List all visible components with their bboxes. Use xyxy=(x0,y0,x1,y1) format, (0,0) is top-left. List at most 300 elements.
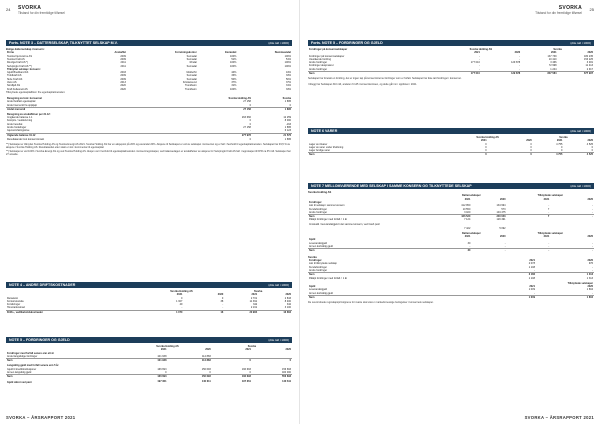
table-cell: Inngående balanse 1.1 xyxy=(7,116,33,120)
note5-header xyxy=(6,337,292,343)
table-cell: - xyxy=(592,204,593,208)
col-header: Svorka xyxy=(282,97,291,101)
table-cell: Trondheim xyxy=(184,84,197,88)
table-cell: - xyxy=(479,64,480,68)
table-cell: 33% xyxy=(285,74,291,78)
col-header: Beregning av bok i konsernet xyxy=(7,97,43,101)
table-cell: Gjennomføringslove xyxy=(7,129,30,133)
col-header: 2021 xyxy=(160,348,167,352)
col-header: 2021 xyxy=(556,139,563,143)
table-cell: 2011 xyxy=(120,61,126,65)
table-cell: 2 701 xyxy=(250,296,258,300)
table-cell: Lån til tilknyttede selskap xyxy=(309,262,337,266)
table-cell: 114 883 xyxy=(201,354,211,358)
table-cell: Vann AS xyxy=(7,81,17,85)
table-cell: 16 xyxy=(183,310,224,314)
table-cell: - xyxy=(504,245,506,249)
table-cell: Molde/Nr xyxy=(186,71,197,75)
inventory-table xyxy=(308,136,594,157)
table-cell: 156 693 xyxy=(167,375,211,379)
table-cell: 2003 xyxy=(120,71,126,75)
note3-note: Tilknyttede egenkapitalflow i fire egenkapitalmetoden: xyxy=(6,90,66,94)
table-cell: 2 161 xyxy=(250,306,258,310)
table-cell: 0 xyxy=(488,153,533,157)
table-cell: 3 020 xyxy=(464,210,471,214)
table-cell: 27 158 xyxy=(243,126,251,130)
note5-body xyxy=(6,345,292,384)
table-cell: Rindal xyxy=(189,61,197,65)
table-cell: 342 xyxy=(286,303,291,307)
table-cell: - xyxy=(479,54,480,58)
table-cell: 976 xyxy=(588,262,593,266)
table-cell: Påløpt fordringer med forfall < 1 år xyxy=(309,218,348,222)
table-cell: 0 xyxy=(591,149,593,153)
col-header: 2020 xyxy=(205,348,211,352)
table-cell: 51% xyxy=(285,58,291,61)
note4-header xyxy=(6,282,292,288)
brand-logo-text: SVORKA xyxy=(18,5,42,11)
page-number: 25 xyxy=(589,7,594,12)
table-cell: 0 xyxy=(249,119,251,123)
table-cell: - xyxy=(469,245,471,249)
table-cell: 27 158 xyxy=(243,100,251,104)
table-cell: Andel merverdi fra oppkjøp xyxy=(7,103,38,107)
table-cell: 426 520 xyxy=(436,215,471,219)
col-header: Datterselskaper xyxy=(461,194,481,198)
note6-header xyxy=(308,128,594,134)
table-cell: 0 xyxy=(209,371,211,375)
col-header: 2021 xyxy=(176,293,183,297)
table-cell: 8 400 xyxy=(284,299,291,303)
table-cell: 10 410 xyxy=(548,57,557,61)
table-cell: - xyxy=(471,249,506,253)
table-cell: 16 684 xyxy=(258,310,292,314)
table-cell: - xyxy=(479,67,480,71)
table-row xyxy=(6,379,292,384)
table-cell: 197 361 xyxy=(157,379,167,383)
table-cell: 2009 xyxy=(120,77,126,81)
table-cell: Kraft Fellesnett AS xyxy=(7,87,28,91)
col-header: 2020 xyxy=(587,139,593,143)
table-cell: - xyxy=(534,268,535,272)
table-cell: 140 611 xyxy=(282,379,291,383)
note5b-unit: (Alle tall i 1000) xyxy=(570,41,591,45)
table-cell: 277 978 xyxy=(157,133,252,137)
table-cell: 38 xyxy=(220,299,224,303)
table-cell: Andre fordringer xyxy=(309,268,328,272)
col-header: 2021 xyxy=(245,348,251,352)
brand-logo-text: SVORKA xyxy=(558,5,582,11)
col-header: 2020 xyxy=(500,235,506,239)
col-header: 2020 xyxy=(217,293,224,297)
table-cell: 129 878 xyxy=(481,72,521,76)
group-receivables-table xyxy=(308,48,594,75)
table-cell: Lager ferdige varer xyxy=(309,149,331,153)
col-header: 2020 xyxy=(587,51,593,55)
col-header: Svorka xyxy=(247,345,257,348)
table-cell: 0 xyxy=(485,142,487,146)
col-header: 2021 xyxy=(543,235,550,239)
table-cell: Kundefordringer xyxy=(309,265,327,269)
table-cell: - xyxy=(519,54,521,58)
note5b-para2: I tillegg har Selskapet 310 mill, andelen 6 145 i konsernkontoen, og dette går inn i opplisten i 2021. xyxy=(308,82,418,86)
table-cell: Sum xyxy=(308,273,478,277)
col-header: Svorka xyxy=(559,136,568,139)
table-cell: 0 xyxy=(289,103,291,107)
footer-text: SVORKA – ÅRSRAPPORT 2021 xyxy=(524,415,594,420)
note7-body xyxy=(308,191,594,305)
table-cell: Honorarkostnad xyxy=(7,306,25,310)
table-cell: 166 693 xyxy=(123,375,167,379)
col-header: 2020 xyxy=(587,197,593,201)
table-cell: - xyxy=(519,67,521,71)
table-cell: 129 491 xyxy=(496,218,506,222)
table-cell: Sum xyxy=(6,359,123,363)
table-cell: 37% xyxy=(231,81,237,85)
table-cell: 2 843 xyxy=(284,296,291,300)
table-cell: - xyxy=(479,57,480,61)
table-cell: 44% xyxy=(285,71,291,75)
note7-unit: (Alle tall i 1000) xyxy=(570,184,591,188)
table-cell: 0 xyxy=(249,103,251,107)
table-cell: - xyxy=(504,241,506,245)
table-cell: 1 804 xyxy=(536,296,594,300)
table-cell: Sum xyxy=(308,72,441,76)
table-cell: - xyxy=(507,249,551,253)
note5-title: NOTE 5 – FORDRINGER OG GJELD xyxy=(9,338,70,342)
associate-table xyxy=(308,259,594,299)
table-cell: Annen langsiktig gjeld xyxy=(7,371,32,375)
table-cell: Drifts-, vedlikeholdskostnader xyxy=(6,310,139,314)
note3-title: Forts. NOTE 3 – DATTERSELSKAP, TILKNYTTET SELSKAP M.V. xyxy=(9,41,118,45)
table-cell: 2009 xyxy=(120,58,126,61)
note5b-header xyxy=(308,40,594,46)
col-header: Stemmeandel xyxy=(274,51,291,55)
table-cell: 177 010 xyxy=(470,61,480,65)
table-cell: Trondheim xyxy=(184,87,197,91)
table-cell: 0 xyxy=(485,149,487,153)
table-cell: 1 804 xyxy=(586,288,593,292)
company-name: Svorka Holding AS xyxy=(308,191,332,194)
col-header: Gjeld xyxy=(309,285,316,289)
note5b-para1: Selskapet har foretatt en fordring, det er ingen tap på konserninterne fordringer som er forfalt. Selskapet har ikke tatt fordringer i konsernet. xyxy=(308,77,462,81)
table-cell: 51% xyxy=(231,58,237,61)
col-header: Svorka xyxy=(253,290,263,293)
table-cell: Annen kortsiktig gjeld xyxy=(309,245,333,249)
col-header: Firma xyxy=(7,51,14,55)
col-header: 2020 xyxy=(587,285,593,289)
col-header: 2021 xyxy=(481,139,487,143)
page-number: 24 xyxy=(6,7,11,12)
table-cell: - xyxy=(250,129,251,133)
col-header: Tilknyttede selskaper xyxy=(567,281,593,285)
table-row xyxy=(6,137,292,142)
note5b-body xyxy=(308,48,594,86)
table-subheading: Beregning av anskaffelser per 31.12: xyxy=(7,112,51,116)
table-subheading: Tilknyttet selskap i konsern: xyxy=(7,67,41,71)
note3-body xyxy=(6,48,292,157)
table-cell: - xyxy=(592,245,593,249)
table-cell: 1 895 xyxy=(284,100,291,104)
table-cell: 129 878 xyxy=(511,61,521,65)
table-cell: 44% xyxy=(231,71,237,75)
table-cell: 137 739 xyxy=(547,54,557,58)
table-cell: 342 xyxy=(252,303,258,307)
table-cell: Svorka Fjernvarme AS xyxy=(7,54,33,58)
table-cell: 0 xyxy=(530,145,532,149)
note5-unit: (Alle tall i 1000) xyxy=(268,338,289,342)
table-cell: Leverandørgjeld xyxy=(309,288,328,292)
table-cell: 0 xyxy=(591,145,593,149)
table-cell: 11 391 xyxy=(249,299,258,303)
table-cell: 5 092 xyxy=(499,226,506,230)
table-cell: 573 xyxy=(501,207,506,211)
brand-subtitle: Tilstand for din fremtidige tilførsel xyxy=(18,11,65,15)
table-cell: 153 225 xyxy=(583,57,593,61)
table-cell: Kristiansund xyxy=(182,81,197,85)
table-row xyxy=(308,249,594,253)
note4-title: NOTE 4 – ANDRE DRIFTSKOSTNADER xyxy=(9,283,76,287)
table-cell: Nordfjell AS xyxy=(7,84,21,88)
table-cell: 2020 xyxy=(120,84,126,88)
table-cell: 1 244 xyxy=(550,67,557,71)
table-cell: 10 550 xyxy=(462,207,471,211)
col-header: 2021 xyxy=(464,197,471,201)
table-cell: - xyxy=(592,265,593,269)
col-header: 2021 xyxy=(474,51,480,55)
table-cell: Surnadal xyxy=(186,77,197,81)
table-cell: Kontorrekvisita xyxy=(7,299,24,303)
table-cell: 847 584 xyxy=(521,72,557,76)
table-cell: 156 693 xyxy=(201,367,211,371)
table-cell: Kundefordringer xyxy=(309,207,327,211)
table-cell: Andel resultat xyxy=(7,122,23,126)
table-cell: Andre fordringer xyxy=(309,61,328,65)
table-cell: Svorka Kraft AS xyxy=(7,58,25,61)
table-cell: Utestående fordring xyxy=(309,57,331,61)
table-cell: 0 xyxy=(530,142,532,146)
table-cell: 50% xyxy=(231,77,237,81)
col-header: Svorka Holding AS xyxy=(228,97,251,101)
table-cell: 134 994 xyxy=(496,204,506,208)
table-cell: 31% xyxy=(231,84,237,88)
table-subheading: Fordringer xyxy=(309,201,322,204)
table-cell: Sum xyxy=(308,153,442,157)
table-cell: 1 895 xyxy=(284,137,291,141)
table-cell: Påløpt fordringer med forfall < 1 år xyxy=(309,276,348,280)
table-cell: Andre fordringer xyxy=(309,67,328,71)
note4-unit: (Alle tall i 1000) xyxy=(268,283,289,287)
table-cell: 0 xyxy=(249,122,251,126)
table-cell: - xyxy=(181,306,183,310)
table-cell: 1 307 xyxy=(176,299,183,303)
table-cell: 400 000 xyxy=(281,371,291,375)
table-cell: 100% xyxy=(284,54,291,58)
table-cell: 20 984 xyxy=(224,310,258,314)
col-header: 2021 xyxy=(543,197,550,201)
table-cell: 4 525 xyxy=(586,142,593,146)
col-header: Svorka xyxy=(553,48,562,51)
table-cell: -163 xyxy=(285,122,291,126)
table-cell: Selvpinglo Kraft AS **) xyxy=(7,64,32,68)
table-cell: 0 xyxy=(249,371,251,375)
table-subheading: Fordringer med forfall senere enn ett år xyxy=(7,351,54,355)
table-cell: Surnadal xyxy=(186,74,197,78)
table-cell: - xyxy=(548,204,550,208)
col-header: 2021 xyxy=(550,51,557,55)
table-cell: 263 666 xyxy=(241,116,251,120)
col-header: 2020 xyxy=(285,293,291,297)
table-cell: 156 693 xyxy=(281,367,291,371)
table-cell: - xyxy=(550,249,594,253)
col-header: 2021 xyxy=(464,235,471,239)
table-cell: 0 xyxy=(180,296,183,300)
table-cell: 2009 xyxy=(120,74,126,78)
table-cell: 2 078 xyxy=(528,262,535,266)
table-cell: 7 xyxy=(547,207,550,211)
note4-body xyxy=(6,290,292,314)
note3-unit: (Alle tall i 1000) xyxy=(268,41,289,45)
table-cell: Leverandørgjeld xyxy=(309,241,328,245)
table-cell: - xyxy=(548,245,550,249)
col-header: Tilknyttede selskaper xyxy=(537,231,563,235)
table-row xyxy=(308,153,594,157)
brand-subtitle: Tilstand for din fremtidige tilførsel xyxy=(535,11,582,15)
table-cell: - xyxy=(519,64,521,68)
table-cell: 0 xyxy=(530,149,532,153)
note3-para2: **) Selskapet er eid 100% i Svorka Energi AS og ved Svorka Holding AS. Aksjen var i henhold til egenkapitalmetoden i konsernregnskapet, ved balansedagen er anskaffelser av aksjene for Selvpinglo Kraft AS ført i regnskapet til KPR ca 35 mill. Selskapet har 27 ansatte. xyxy=(6,150,291,157)
table-cell: Sum xyxy=(308,249,436,253)
col-header: Eierandel xyxy=(225,51,237,55)
equity-table xyxy=(6,97,292,142)
table-cell: Surnadal xyxy=(186,64,197,68)
table-cell: - xyxy=(550,215,594,219)
table-cell: 100% xyxy=(284,64,291,68)
table-cell: Andre fordringer xyxy=(309,210,328,214)
table-cell: 100% xyxy=(229,64,237,68)
table-subheading: Langsiktig gjeld med forfall senere enn 5 år xyxy=(7,364,59,368)
table-cell: - xyxy=(548,241,550,245)
table-cell: 412 950 xyxy=(461,204,471,208)
note7-para2: De overordnede regnskapsprinsippene for svarte skal være i markedsmessige betingelser i konsernets selskaper. xyxy=(308,301,434,305)
table-cell: 1 108 xyxy=(528,276,535,280)
table-cell: - xyxy=(548,210,550,214)
table-cell: 197 361 xyxy=(241,379,251,383)
table-cell: Troldkraft AS xyxy=(7,74,22,78)
table-cell: 100% xyxy=(229,87,237,91)
col-header: Fordringer på konsernselskaper xyxy=(309,48,348,51)
table-cell: 100% xyxy=(284,61,291,65)
note6-unit: (Alle tall i 1000) xyxy=(570,129,591,133)
table-cell: 7 xyxy=(507,215,551,219)
table-cell: - xyxy=(222,303,224,307)
table-cell: 0 xyxy=(485,145,487,149)
table-cell: 100% xyxy=(229,54,237,58)
table-cell: - xyxy=(592,241,593,245)
table-cell: 11 413 xyxy=(585,64,593,68)
table-cell: - xyxy=(534,291,535,295)
table-cell: 12 259 xyxy=(283,116,291,120)
table-cell: 4 755 xyxy=(556,142,563,146)
table-cell: 677 997 xyxy=(558,72,594,76)
col-header: 2020 xyxy=(514,51,521,55)
table-cell: Utgående balanse 31.12 xyxy=(6,133,157,137)
table-cell: 1 108 xyxy=(528,265,535,269)
table-cell: Fordringer aksjonærer xyxy=(309,64,334,68)
table-cell: - xyxy=(222,306,224,310)
table-cell: 0 xyxy=(165,371,167,375)
col-header: Svorka Holding AS xyxy=(156,345,179,348)
note5b-title: Forts. NOTE 5 – FORDRINGER OG GJELD xyxy=(311,41,383,45)
table-cell: 1 009 xyxy=(528,288,535,292)
table-cell: 72 998 xyxy=(548,64,557,68)
note3-subtitle: Bolige datterselskap i konsern: xyxy=(6,48,45,51)
col-header: 2020 xyxy=(285,348,291,352)
table-cell: 3 466 xyxy=(550,61,557,65)
table-cell: 2013 xyxy=(120,81,126,85)
table-cell: Sum xyxy=(308,215,436,219)
col-header: 2020 xyxy=(500,197,506,201)
table-cell: 50% xyxy=(285,77,291,81)
note3-header xyxy=(6,40,292,46)
table-cell: 166 693 xyxy=(241,367,251,371)
table-cell: 0 xyxy=(252,359,292,363)
table-cell: 0 xyxy=(561,145,563,149)
table-cell: Andel merverdi xyxy=(6,108,157,112)
table-cell: 556 693 xyxy=(252,375,292,379)
col-header: Tilknyttede selskaper xyxy=(537,194,563,198)
footer-text: SVORKA – ÅRSRAPPORT 2021 xyxy=(6,415,76,420)
table-cell: 4 525 xyxy=(563,153,594,157)
table-cell: 177 010 xyxy=(441,72,481,76)
table-cell: 30 xyxy=(436,249,471,253)
table-cell: - xyxy=(592,207,593,211)
table-cell: Fordringer på konsernselskaper xyxy=(309,54,345,58)
table-cell: 2 917 xyxy=(586,67,593,71)
table-cell: Sum xyxy=(308,296,478,300)
table-cell: 1 313 xyxy=(536,273,594,277)
table-cell: 1 895 xyxy=(252,108,292,112)
table-cell: 114 883 xyxy=(167,359,211,363)
table-cell: - xyxy=(519,57,521,61)
table-cell: 1 895 xyxy=(284,126,291,130)
col-header: 2021 xyxy=(529,285,535,289)
table-cell: Rovdga Kraft AS *) xyxy=(7,61,28,65)
subsidiaries-table xyxy=(6,51,292,91)
table-cell: 101 938 xyxy=(123,359,167,363)
table-cell: 104 475 xyxy=(496,210,506,214)
table-cell: Lån til selskap i samme konsern xyxy=(309,204,345,208)
table-cell: Resultatandel mot konserninntekt xyxy=(7,138,45,142)
table-cell: 31% xyxy=(285,84,291,88)
table-cell: - xyxy=(592,210,593,214)
table-cell: 2020 xyxy=(120,87,126,91)
col-header: Fordringer xyxy=(309,259,322,263)
table-cell: 0 xyxy=(561,149,563,153)
intercompany-receivables-table xyxy=(308,194,594,252)
col-header: 2020 xyxy=(587,259,593,263)
table-cell: 37% xyxy=(285,81,291,85)
table-cell: 1 070 xyxy=(139,310,184,314)
table-cell: 7 422 xyxy=(464,226,471,230)
table-cell: Gjuld Bredband AS xyxy=(7,71,29,75)
table-subheading: Gjeld xyxy=(309,238,316,242)
table-cell: 180 235 xyxy=(583,54,593,58)
company-name: Svorka xyxy=(308,255,317,259)
note7-header xyxy=(308,183,594,189)
table-cell: 166 693 xyxy=(212,375,252,379)
col-header: Svorka Holding AS xyxy=(170,290,193,293)
